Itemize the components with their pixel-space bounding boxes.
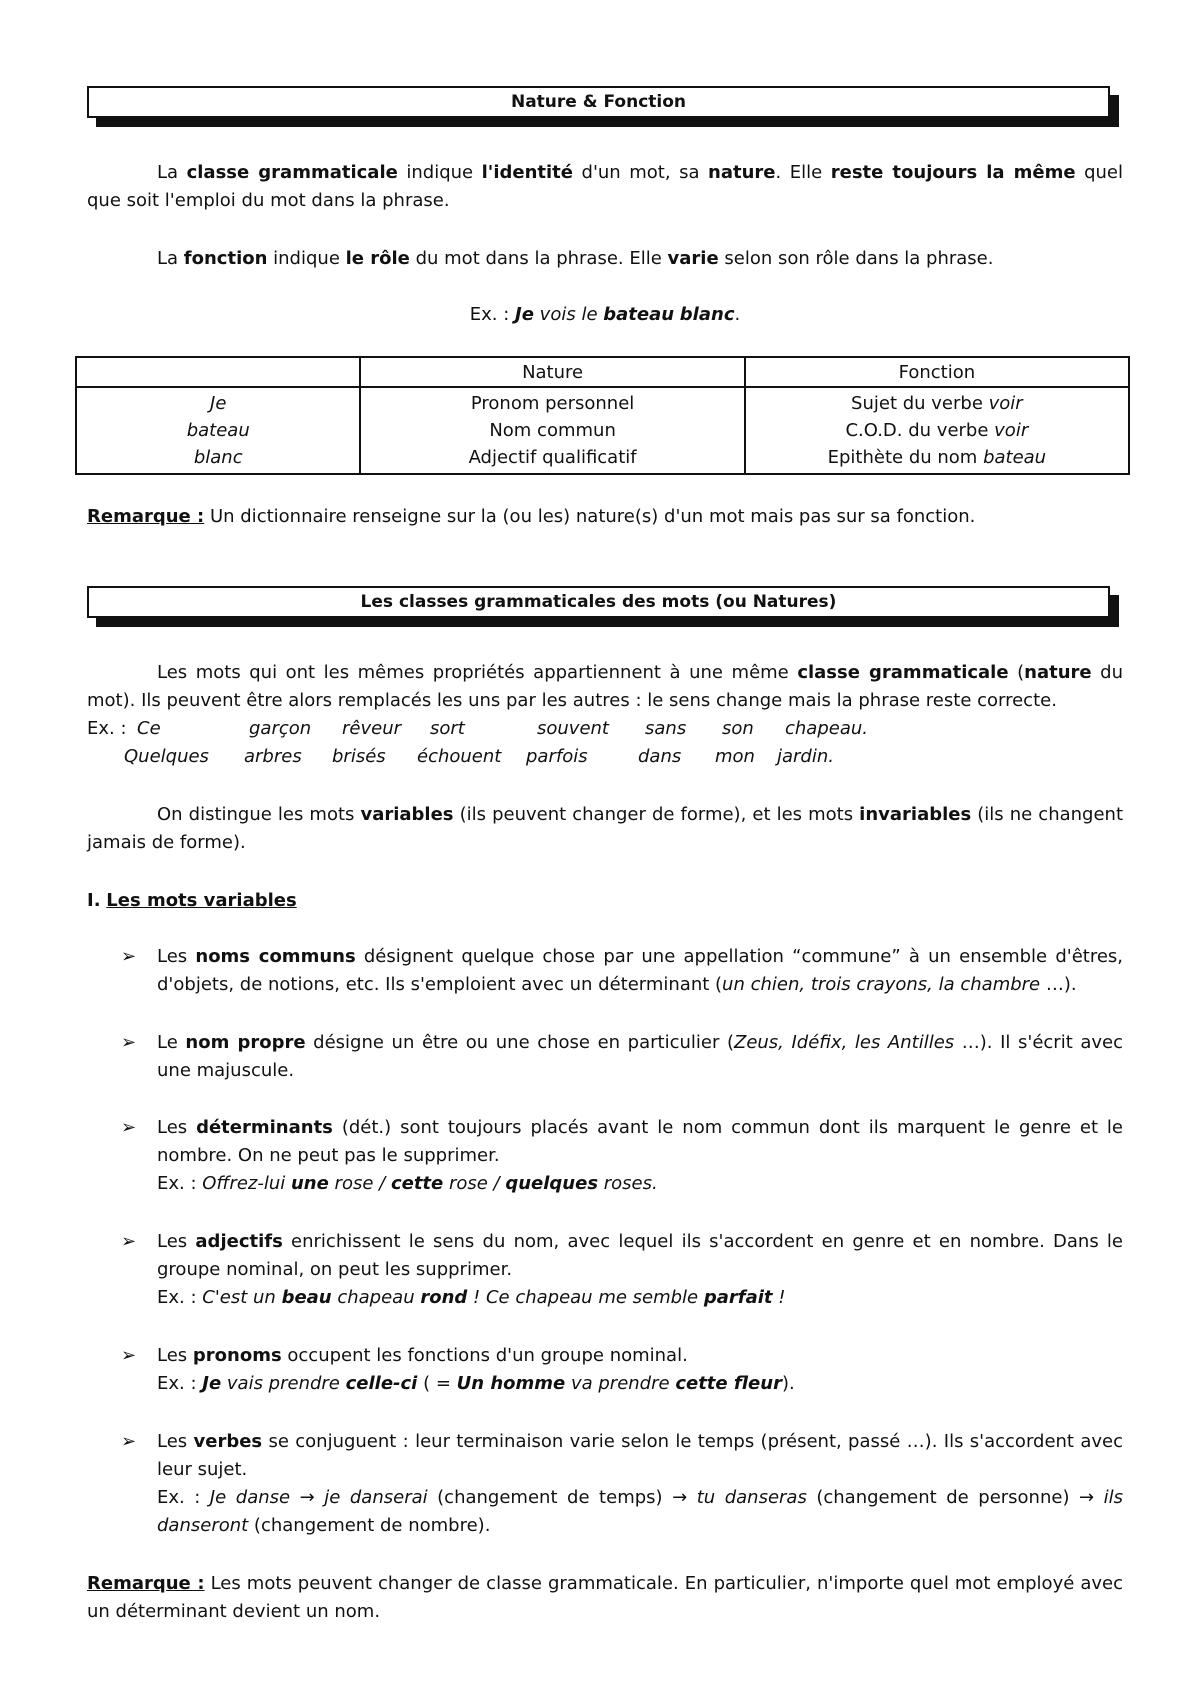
paragraph-classes-intro: Les mots qui ont les mêmes propriétés appartiennent à une même classe grammaticale (nature du mot). Ils peuvent être alors remplacés les uns par les autres : le sens change mais la phrase reste correcte. xyxy=(87,662,1123,711)
remark-dictionary: Remarque : Un dictionnaire renseigne sur la (ou les) nature(s) d'un mot mais pas sur sa fonction. xyxy=(87,506,976,527)
nature-column: Pronom personnel Nom commun Adjectif qualificatif xyxy=(360,387,744,474)
remark-changement-classe: Remarque : Les mots peuvent changer de classe grammaticale. En particulier, n'importe quel mot employé avec un déterminant devient un nom. xyxy=(87,1573,1123,1622)
word-column: Je bateau blanc xyxy=(76,387,360,474)
heading-mots-variables: I. Les mots variables xyxy=(87,890,297,911)
arrow-bullet-icon: ➢ xyxy=(121,1032,137,1053)
table-header-cell xyxy=(76,357,360,387)
arrow-bullet-icon: ➢ xyxy=(121,946,137,967)
fonction-column: Sujet du verbe voir C.O.D. du verbe voir Epithète du nom bateau xyxy=(745,387,1129,474)
table-header-nature: Nature xyxy=(360,357,744,387)
section-title-classes: Les classes grammaticales des mots (ou Natures) xyxy=(87,586,1110,618)
list-item-nom-propre: ➢ Le nom propre désigne un être ou une chose en particulier (Zeus, Idéfix, les Antilles …). Il s'écrit avec une majuscule. xyxy=(121,1029,1123,1085)
nature-fonction-table xyxy=(75,356,1130,475)
table-header-fonction: Fonction xyxy=(745,357,1129,387)
list-item-determinants: ➢ Les déterminants (dét.) sont toujours placés avant le nom commun dont ils marquent le genre et le nombre. On ne peut pas le supprimer. Ex. : Offrez-lui une rose / cette rose / quelques roses. xyxy=(121,1114,1123,1198)
arrow-bullet-icon: ➢ xyxy=(121,1231,137,1252)
example-verbes: Ex. : Je danse → je danserai (changement de temps) → tu danseras (changement de personne) → ils danseront (changement de nombre). xyxy=(157,1487,1124,1536)
paragraph-classe-grammaticale: La classe grammaticale indique l'identité d'un mot, sa nature. Elle reste toujours la même quel que soit l'emploi du mot dans la phrase. xyxy=(87,162,1124,211)
example-sentence: Ex. : Je vois le bateau blanc. xyxy=(469,304,741,325)
paragraph-variables-invariables: On distingue les mots variables (ils peuvent changer de forme), et les mots invariables (ils ne changent jamais de forme). xyxy=(87,804,1124,853)
arrow-bullet-icon: ➢ xyxy=(121,1431,137,1452)
list-item-adjectifs: ➢ Les adjectifs enrichissent le sens du nom, avec lequel ils s'accordent en genre et en nombre. Dans le groupe nominal, on peut les supprimer. Ex. : C'est un beau chapeau rond ! Ce chapeau me semble parfait ! xyxy=(121,1228,1123,1312)
arrow-bullet-icon: ➢ xyxy=(121,1345,137,1366)
paragraph-fonction: La fonction indique le rôle du mot dans la phrase. Elle varie selon son rôle dans la phrase. xyxy=(157,248,994,269)
section-title-nature-fonction: Nature & Fonction xyxy=(87,86,1110,118)
example-adjectifs: Ex. : C'est un beau chapeau rond ! Ce chapeau me semble parfait ! xyxy=(157,1287,786,1308)
example-line-1: Ex. : Ce garçon rêveur sort souvent sans son chapeau. xyxy=(87,718,868,739)
table-body-row xyxy=(76,387,1129,474)
example-determinants: Ex. : Offrez-lui une rose / cette rose / quelques roses. xyxy=(157,1173,658,1194)
table-header-row xyxy=(76,357,1129,387)
arrow-bullet-icon: ➢ xyxy=(121,1117,137,1138)
list-item-noms-communs: ➢ Les noms communs désignent quelque chose par une appellation “commune” à un ensemble d'êtres, d'objets, de notions, etc. Ils s'emploient avec un déterminant (un chien, trois crayons, la chambre …). xyxy=(121,943,1123,999)
example-line-2: Quelques arbres brisés échouent parfois dans mon jardin. xyxy=(124,746,834,767)
list-item-verbes: ➢ Les verbes se conjuguent : leur terminaison varie selon le temps (présent, passé …). Ils s'accordent avec leur sujet. Ex. : Je danse → je danserai (changement de temps) → tu danseras (changement de personne) → ils danseront (changement de nombre). xyxy=(121,1428,1123,1540)
example-pronoms: Ex. : Je vais prendre celle-ci ( = Un homme va prendre cette fleur). xyxy=(157,1373,795,1394)
list-item-pronoms: ➢ Les pronoms occupent les fonctions d'un groupe nominal. Ex. : Je vais prendre celle-ci ( = Un homme va prendre cette fleur). xyxy=(121,1342,1123,1398)
